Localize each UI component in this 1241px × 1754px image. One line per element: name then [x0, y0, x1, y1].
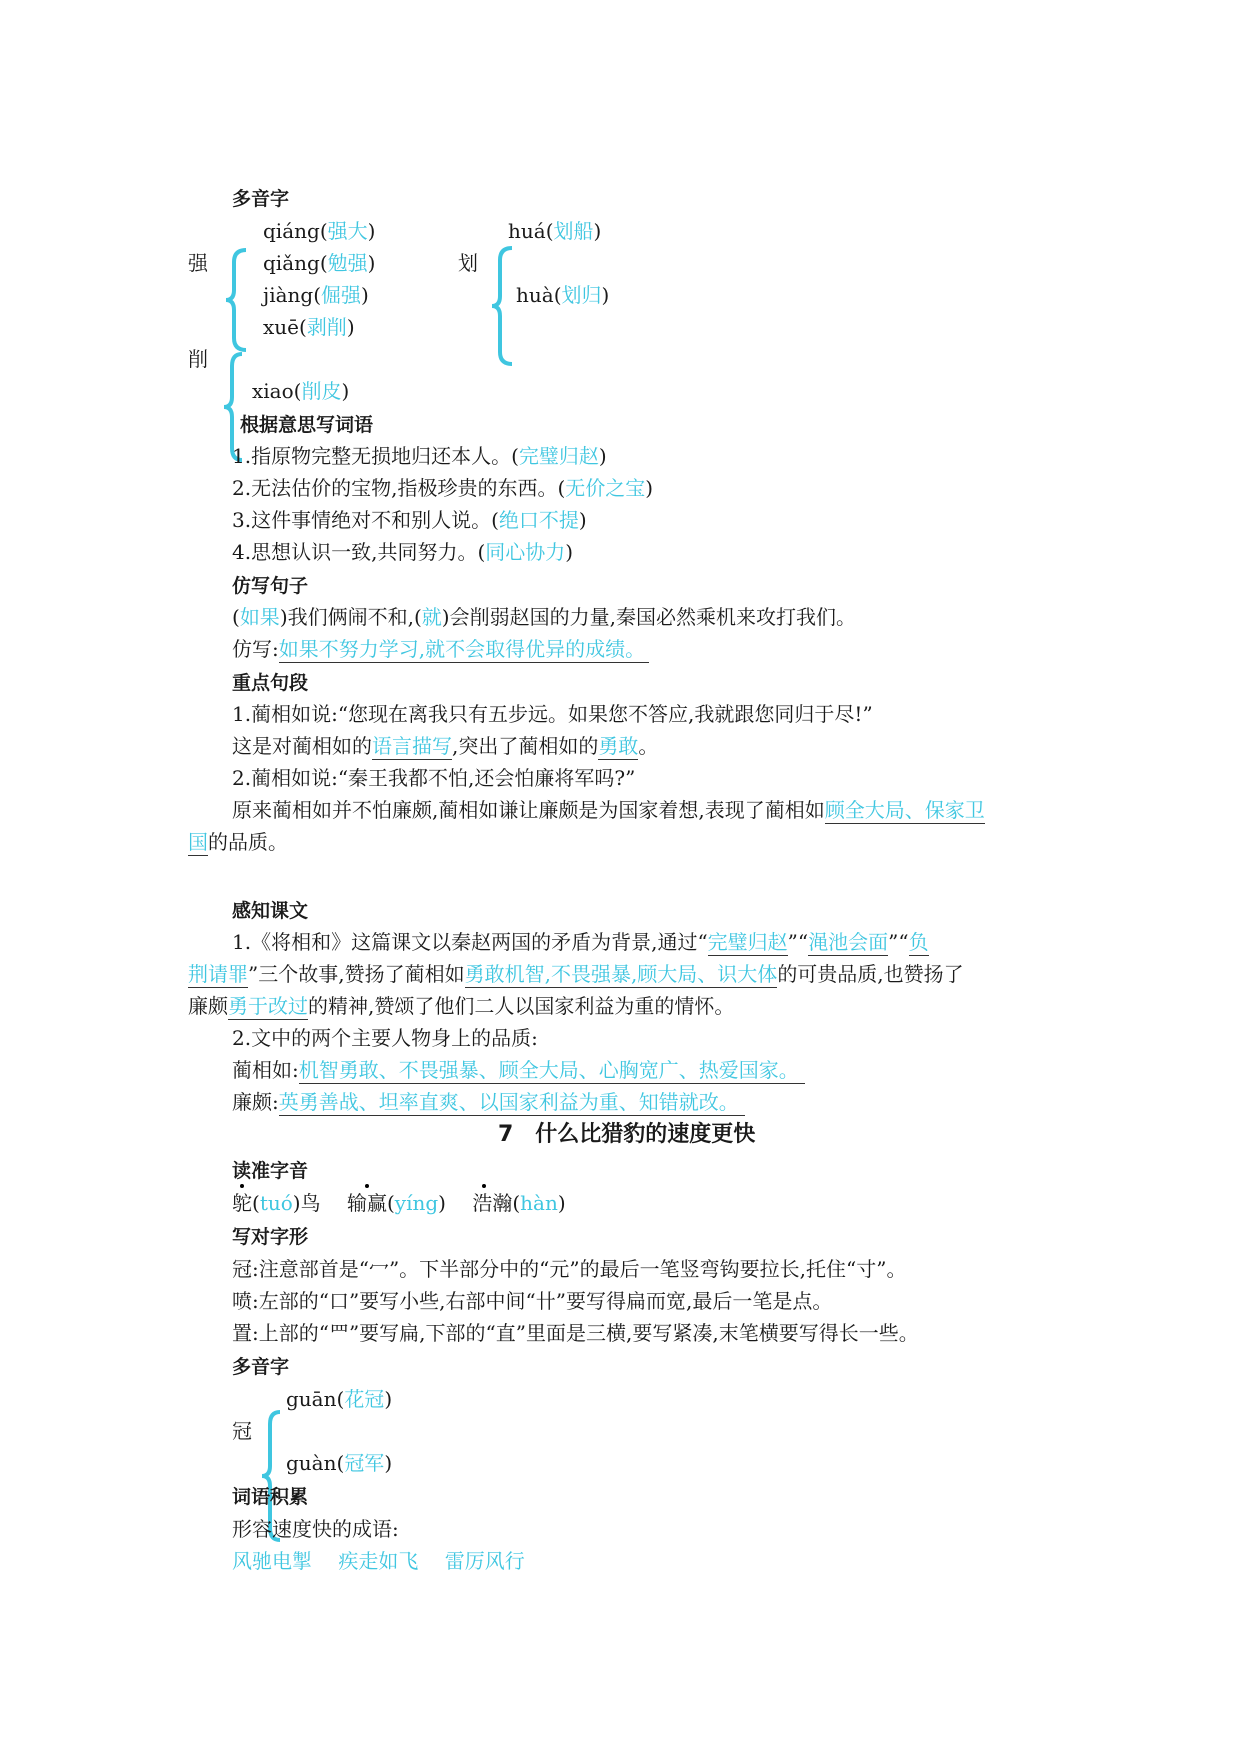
polyphone-item: xiao(削皮) — [252, 379, 350, 403]
read-heading: 读准字音 — [232, 1160, 309, 1182]
polyphone-item: qiáng(强大) — [263, 219, 376, 243]
meaning-item: 4.思想认识一致,共同努力。(同心协力) — [232, 540, 574, 564]
polyphone-item: guàn(冠军) — [286, 1451, 393, 1475]
perceive-lin: 蔺相如:机智勇敢、不畏强暴、顾全大局、心胸宽广、热爱国家。 — [232, 1057, 805, 1083]
meaning-item: 2.无法估价的宝物,指极珍贵的东西。(无价之宝) — [232, 476, 654, 500]
polyphone-heading: 多音字 — [232, 188, 290, 210]
perceive-line-4: 2.文中的两个主要人物身上的品质: — [232, 1026, 538, 1050]
key-analysis-2: 原来蔺相如并不怕廉颇,蔺相如谦让廉颇是为国家着想,表现了蔺相如顾全大局、保家卫 — [232, 798, 985, 822]
write-item: 冠:注意部首是“冖”。下半部分中的“元”的最后一笔竖弯钩要拉长,托住“寸”。 — [232, 1257, 907, 1281]
write-item: 置:上部的“罒”要写扁,下部的“直”里面是三横,要写紧凑,末笔横要写得长一些。 — [232, 1321, 919, 1345]
polyphone-char-hua: 划 — [458, 251, 478, 275]
key-quote-2: 2.蔺相如说:“秦王我都不怕,还会怕廉将军吗?” — [232, 766, 636, 790]
polyphone-item: qiǎng(勉强) — [263, 251, 376, 275]
perceive-line-1: 1.《将相和》这篇课文以秦赵两国的矛盾为背景,通过“完璧归赵”“渑池会面”“负 — [232, 930, 929, 954]
polyphone-item: xuē(剥削) — [263, 315, 355, 339]
meaning-item: 1.指原物完整无损地归还本人。(完璧归赵) — [232, 444, 607, 468]
vocab-answers: 风驰电掣 疾走如飞 雷厉风行 — [232, 1549, 525, 1573]
vocab-heading: 词语积累 — [232, 1486, 309, 1508]
perceive-line-3: 廉颇勇于改过的精神,赞颂了他们二人以国家利益为重的情怀。 — [188, 994, 735, 1018]
emphasis-dot — [482, 1184, 486, 1188]
vocab-desc: 形容速度快的成语: — [232, 1517, 399, 1541]
polyphone-heading-2: 多音字 — [232, 1356, 290, 1378]
polyphone-item: jiàng(倔强) — [263, 283, 369, 307]
key-quote-1: 1.蔺相如说:“您现在离我只有五步远。如果您不答应,我就跟您同归于尽!” — [232, 702, 873, 726]
emphasis-dot — [365, 1184, 369, 1188]
perceive-heading: 感知课文 — [232, 900, 309, 922]
polyphone-char-guan: 冠 — [232, 1419, 252, 1443]
meaning-item: 3.这件事情绝对不和别人说。(绝口不提) — [232, 508, 587, 532]
brace-icon — [224, 248, 250, 352]
meaning-heading: 根据意思写词语 — [240, 414, 374, 436]
key-analysis-2-cont: 国的品质。 — [188, 830, 288, 854]
lesson-title: 7 什么比猎豹的速度更快 — [498, 1122, 756, 1147]
write-item: 喷:左部的“口”要写小些,右部中间“卄”要写得扁而宽,最后一笔是点。 — [232, 1289, 833, 1313]
imitate-heading: 仿写句子 — [232, 575, 309, 597]
perceive-lian: 廉颇:英勇善战、坦率直爽、以国家利益为重、知错就改。 — [232, 1089, 745, 1115]
emphasis-dot — [240, 1184, 244, 1188]
imitate-sentence: (如果)我们俩闹不和,(就)会削弱赵国的力量,秦国必然乘机来攻打我们。 — [232, 605, 856, 629]
key-heading: 重点句段 — [232, 672, 309, 694]
polyphone-char-xue: 削 — [188, 347, 208, 371]
imitate-answer-line: 仿写:如果不努力学习,就不会取得优异的成绩。 — [232, 636, 649, 662]
imitate-answer: 如果不努力学习,就不会取得优异的成绩。 — [279, 637, 649, 663]
key-analysis-1: 这是对蔺相如的语言描写,突出了蔺相如的勇敢。 — [232, 734, 659, 758]
brace-icon — [490, 246, 516, 366]
polyphone-item: guān(花冠) — [286, 1387, 393, 1411]
read-items: 鸵(tuó)鸟 输赢(yíng) 浩瀚(hàn) — [232, 1191, 566, 1215]
polyphone-item: huá(划船) — [508, 219, 602, 243]
polyphone-char-qiang: 强 — [188, 251, 208, 275]
write-heading: 写对字形 — [232, 1226, 309, 1248]
perceive-line-2: 荆请罪”三个故事,赞扬了蔺相如勇敢机智,不畏强暴,顾大局、识大体的可贵品质,也赞扬了 — [188, 962, 964, 986]
polyphone-item: huà(划归) — [516, 283, 610, 307]
